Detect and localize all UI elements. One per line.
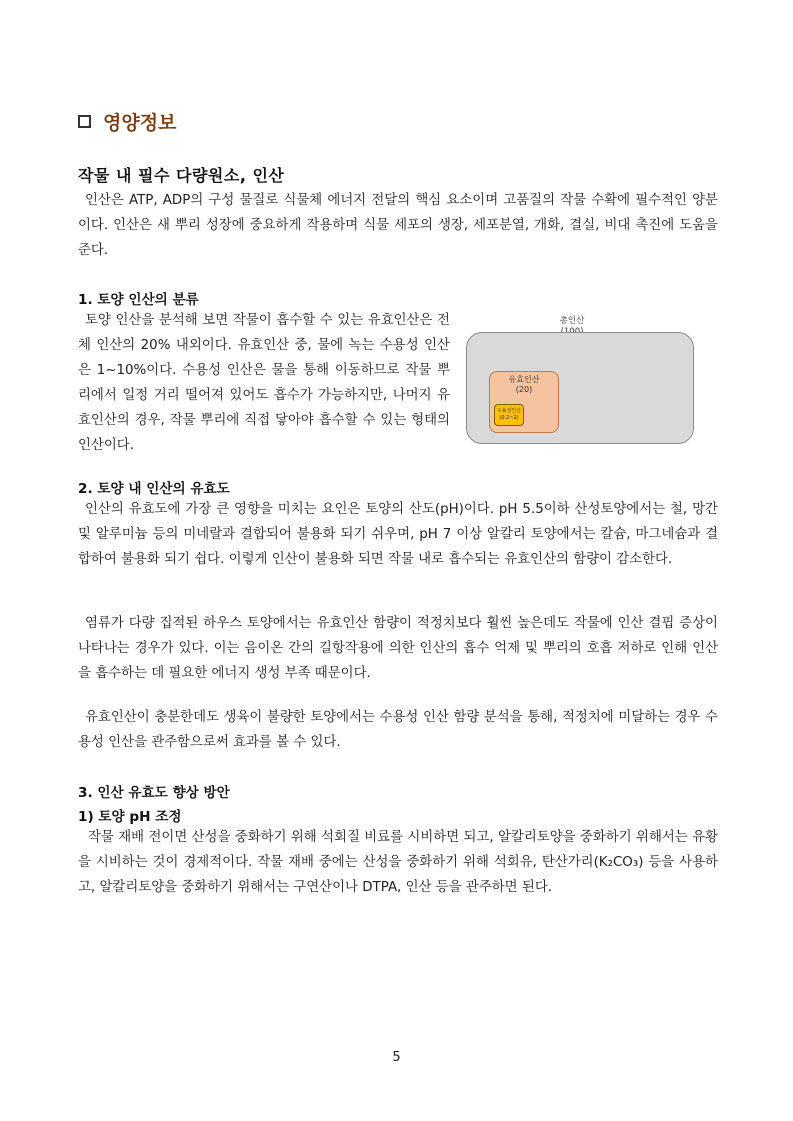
page-number: 5 xyxy=(392,1050,401,1065)
availability-paragraph-2: 염류가 다량 집적된 하우스 토양에서는 유효인산 함량이 적정치보다 훨씬 높은데도 작물에 인산 결핍 증상이 나타나는 경우가 있다. 이는 음이온 간의 길항작용에 의한 인산의 흡수 억제 및 뿌리의 호흡 저하로 인해 인산을 흡수하는 데 필요한 에너지 생성 부족 때문이다. xyxy=(78,616,718,681)
effective-phosphate-value: (20) xyxy=(515,385,533,394)
effective-phosphate-name: 유효인산 xyxy=(508,375,540,384)
availability-paragraph-1: 인산의 유효도에 가장 큰 영향을 미치는 요인은 토양의 산도(pH)이다. pH 5.5이하 산성토양에서는 철, 망간 및 알루미늄 등의 미네랄과 결합되어 불용화 되기 쉬우며, pH 7 이상 알칼리 토양에서는 칼슘, 마그네슘과 결합하여 불용화 되기 쉽다. 이렇게 인산이 불용화 되면 작물 내로 흡수되는 유효인산의 함량이 감소한다. xyxy=(78,502,718,567)
phosphate-diagram xyxy=(466,316,696,452)
total-phosphate-name: 총인산 xyxy=(559,316,585,326)
total-phosphate-box xyxy=(466,332,694,444)
availability-paragraph-3: 유효인산이 충분한데도 생육이 불량한 토양에서는 수용성 인산 함량 분석을 통해, 적정치에 미달하는 경우 수용성 인산을 관주함으로써 효과를 볼 수 있다. xyxy=(78,710,718,750)
effective-phosphate-box xyxy=(489,371,559,433)
soluble-phosphate-box xyxy=(494,404,524,426)
improvement-subheading: 1) 토양 pH 조정 xyxy=(78,809,182,825)
intro-title: 작물 내 필수 다량원소, 인산 xyxy=(78,166,285,185)
soluble-phosphate-name: 수용성인산 xyxy=(496,408,522,414)
classification-heading: 1. 토양 인산의 분류 xyxy=(78,292,199,308)
availability-heading: 2. 토양 내 인산의 유효도 xyxy=(78,481,230,497)
section-title: 영양정보 xyxy=(103,112,177,134)
soluble-phosphate-value: (0.2~2) xyxy=(499,415,519,421)
intro-paragraph: 인산은 ATP, ADP의 구성 물질로 식물체 에너지 전달의 핵심 요소이며 고품질의 작물 수확에 필수적인 양분이다. 인산은 새 뿌리 성장에 중요하게 작용하며 식물 세포의 생장, 세포분열, 개화, 결실, 비대 촉진에 도움을 준다. xyxy=(78,193,718,258)
classification-paragraph: 토양 인산을 분석해 보면 작물이 흡수할 수 있는 유효인산은 전체 인산의 20% 내외이다. 유효인산 중, 물에 녹는 수용성 인산은 1~10%이다. 수용성 인산은 물을 통해 이동하므로 작물 뿌리에서 일정 거리 떨어져 있어도 흡수가 가능하지만, 나머지 유효인산의 경우, 작물 뿌리에 직접 닿아야 흡수할 수 있는 형태의 인산이다. xyxy=(78,313,450,453)
improvement-paragraph: 작물 재배 전이면 산성을 중화하기 위해 석회질 비료를 시비하면 되고, 알칼리토양을 중화하기 위해서는 유황을 시비하는 것이 경제적이다. 작물 재배 중에는 산성을 중화하기 위해 석회유, 탄산가리(K₂CO₃) 등을 사용하고, 알칼리토양을 중화하기 위해서는 구연산이나 DTPA, 인산 등을 관주하면 된다. xyxy=(78,830,718,895)
effective-phosphate-label xyxy=(490,375,558,395)
checkbox-bullet-icon xyxy=(78,115,91,128)
improvement-heading: 3. 인산 유효도 향상 방안 xyxy=(78,785,230,801)
section-heading xyxy=(78,108,176,135)
